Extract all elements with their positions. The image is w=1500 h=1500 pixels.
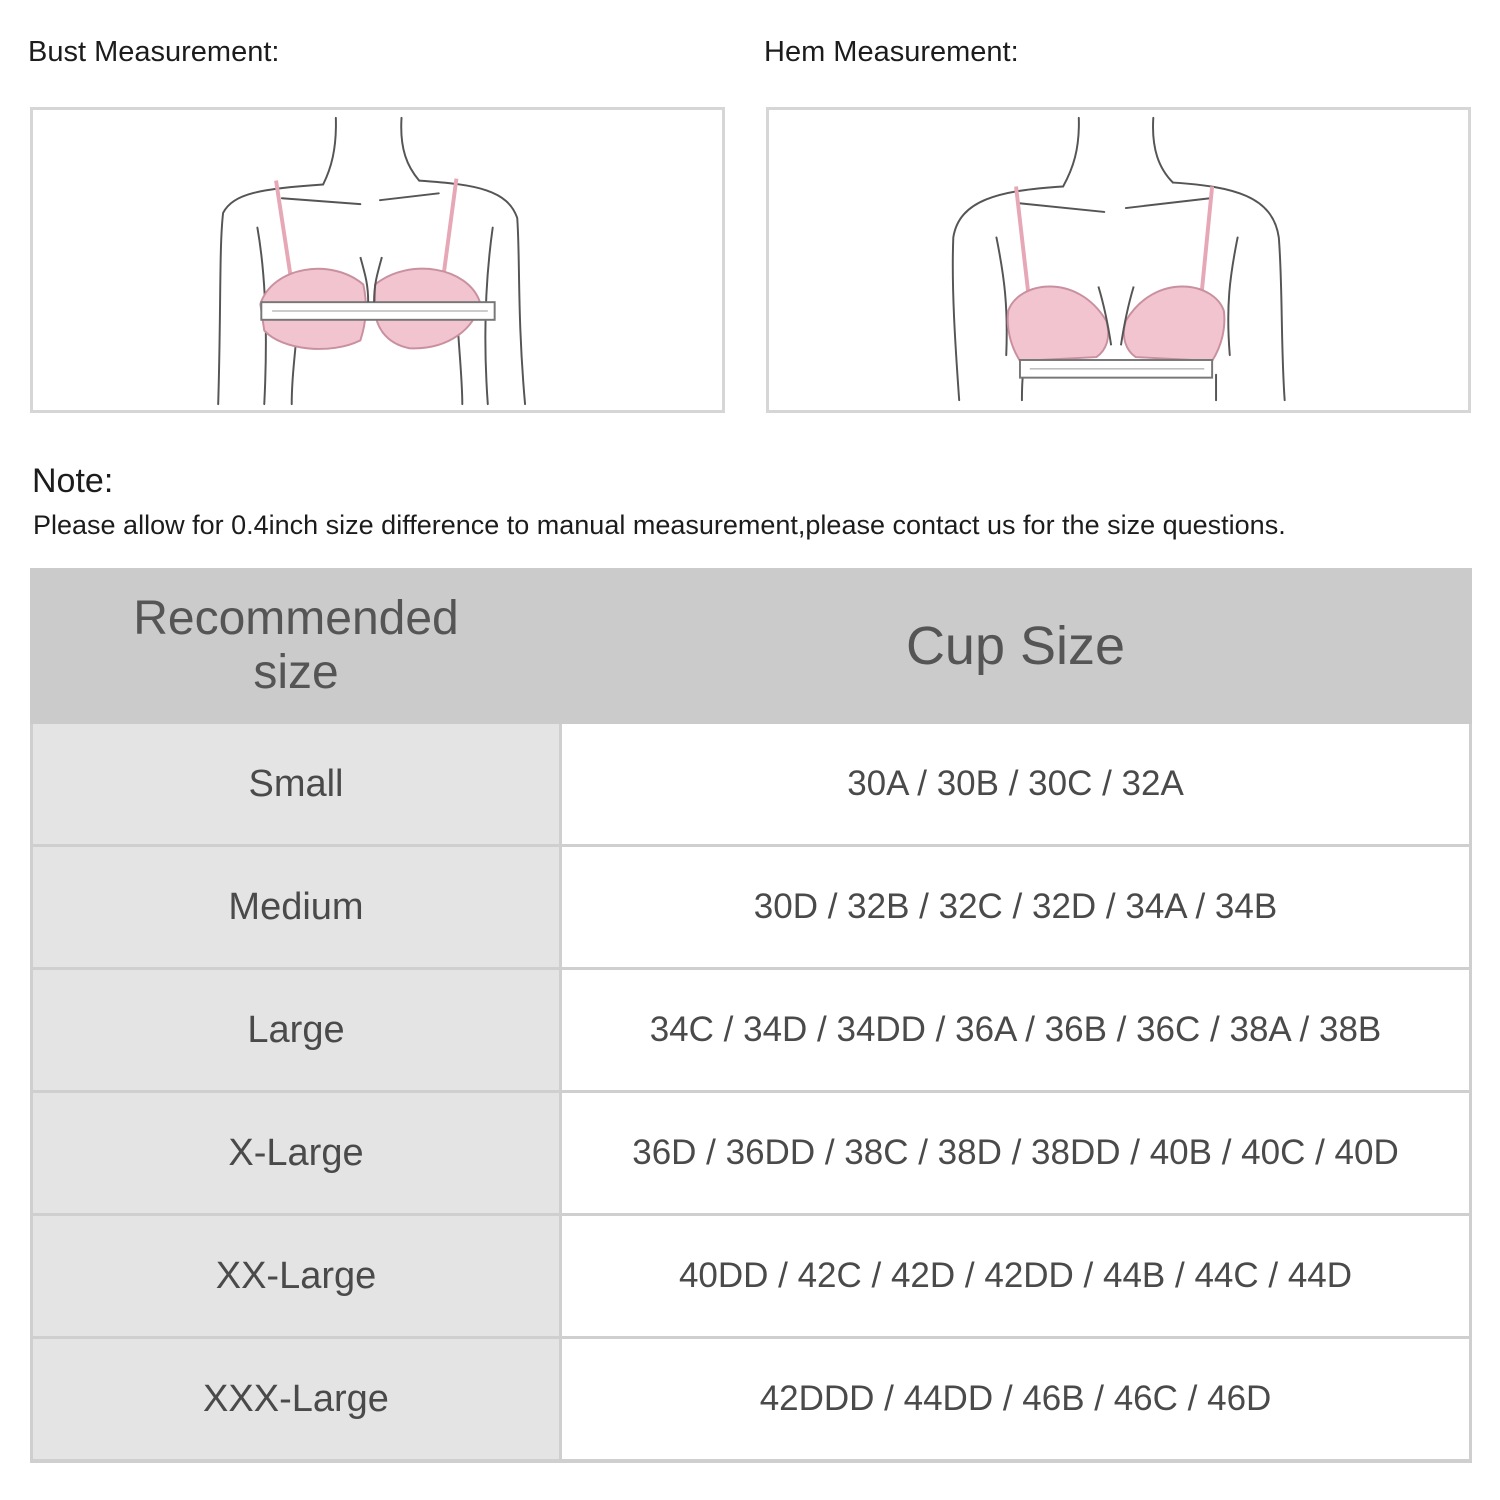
size-cell: XX-Large bbox=[32, 1215, 561, 1338]
table-row bbox=[32, 1215, 1471, 1338]
size-cell: XXX-Large bbox=[32, 1338, 561, 1462]
table-row bbox=[32, 846, 1471, 969]
size-cell: Small bbox=[32, 723, 561, 846]
recommended-size-header: Recommended size bbox=[32, 570, 561, 723]
table-header-row bbox=[32, 570, 1471, 723]
note-text: Please allow for 0.4inch size difference to manual measurement,please contact us for the size questions. bbox=[33, 510, 1286, 540]
cup-size-cell: 30D / 32B / 32C / 32D / 34A / 34B bbox=[561, 846, 1471, 969]
cup-size-cell: 40DD / 42C / 42D / 42DD / 44B / 44C / 44D bbox=[561, 1215, 1471, 1338]
cup-size-cell: 36D / 36DD / 38C / 38D / 38DD / 40B / 40C / 40D bbox=[561, 1092, 1471, 1215]
table-row bbox=[32, 723, 1471, 846]
table-row bbox=[32, 969, 1471, 1092]
size-cell: Medium bbox=[32, 846, 561, 969]
cup-size-cell: 42DDD / 44DD / 46B / 46C / 46D bbox=[561, 1338, 1471, 1462]
bust-measurement-panel bbox=[30, 107, 725, 413]
size-cell: Large bbox=[32, 969, 561, 1092]
hem-measurement-panel bbox=[766, 107, 1471, 413]
table-row bbox=[32, 1338, 1471, 1462]
size-chart-table bbox=[30, 568, 1472, 1463]
bust-measurement-caption: Bust Measurement: bbox=[28, 36, 280, 68]
hem-measurement-caption: Hem Measurement: bbox=[764, 36, 1019, 68]
cup-size-header: Cup Size bbox=[561, 570, 1471, 723]
size-cell: X-Large bbox=[32, 1092, 561, 1215]
table-row bbox=[32, 1092, 1471, 1215]
bust-measurement-illustration-icon bbox=[33, 110, 722, 410]
cup-size-cell: 30A / 30B / 30C / 32A bbox=[561, 723, 1471, 846]
note-heading: Note: bbox=[32, 462, 114, 500]
cup-size-cell: 34C / 34D / 34DD / 36A / 36B / 36C / 38A / 38B bbox=[561, 969, 1471, 1092]
hem-measurement-illustration-icon bbox=[769, 110, 1468, 410]
